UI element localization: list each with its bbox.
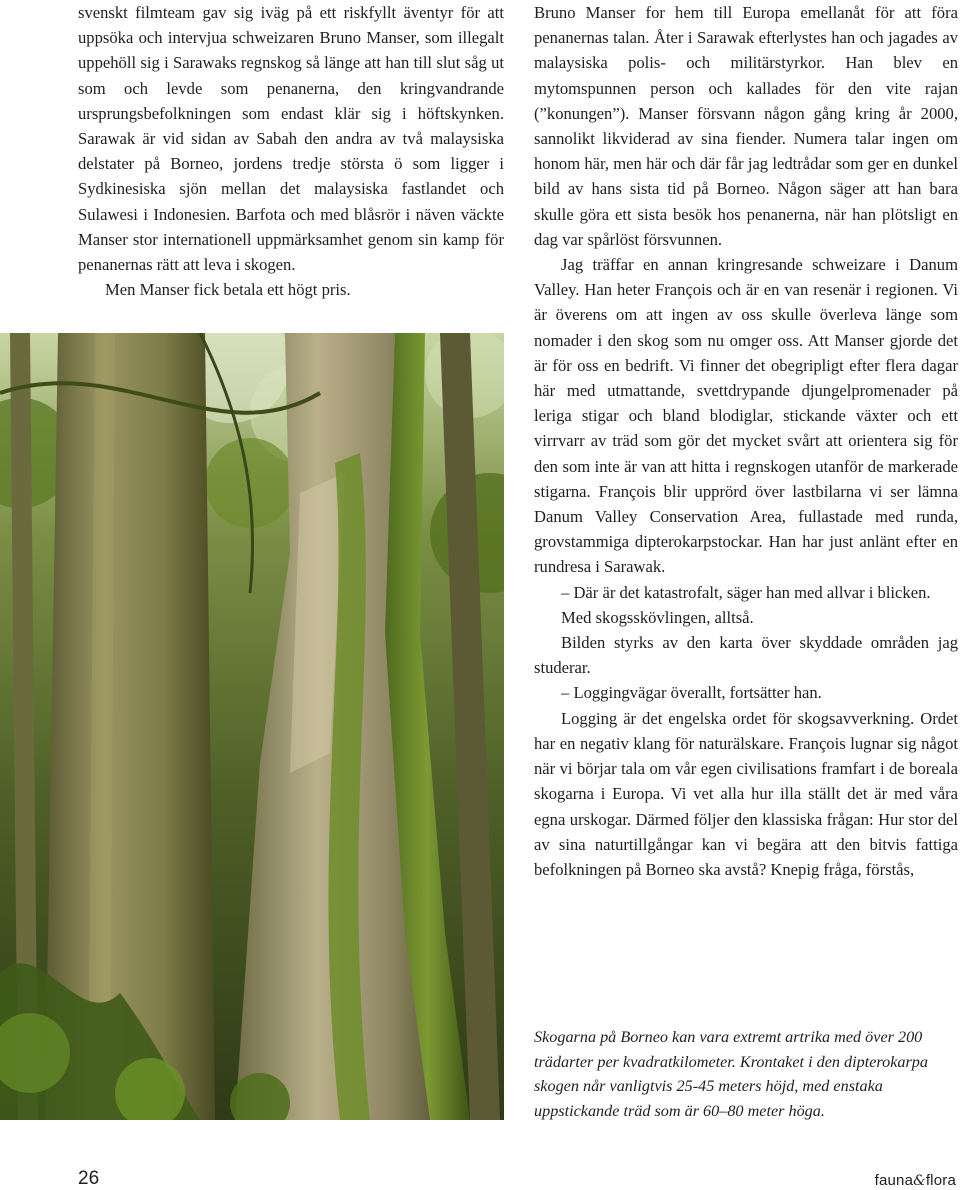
photo-caption: Skogarna på Borneo kan vara extremt artrika med över 200 trädarter per kvadratkilometer. Krontaket i den dipterokarpa skogen når vanligtvis 25-45 meters höjd, med enstaka uppstickande träd som är 60–80 meter höga. [534,1028,928,1120]
left-text-column [78,0,504,302]
right-paragraph-6: – Loggingvägar överallt, fortsätter han. [561,683,822,703]
right-paragraph-7: Logging är det engelska ordet för skogsavverkning. Ordet har en negativ klang för naturälskare. François lugnar sig något när vi börjar tala om vår egen civilisations framfart i de boreala skogarna i Europa. Vi vet alla hur illa ställt det är med våra egna urskogar. Därmed följer den klassiska frågan: Hur stor del av sina naturtillgångar kan vi begära att den bitvis fattiga befolkningen på Borneo ska avstå? Knepig fråga, förstås, [534,708,958,879]
brand-right: flora [925,1172,956,1189]
right-paragraph-4: Med skogsskövlingen, alltså. [561,607,754,627]
brand-left: fauna [874,1172,914,1189]
right-paragraph-3: – Där är det katastrofalt, säger han med allvar i blicken. [561,582,931,602]
brand-amp: & [913,1173,926,1189]
right-paragraph-5: Bilden styrks av den karta över skyddade områden jag studerar. [534,633,958,678]
right-paragraph-1: Bruno Manser for hem till Europa emellanåt för att föra penanernas talan. Åter i Sarawak efterlystes han och jagades av malaysiska polis- och militärstyrkor. Han blev en mytomspunnen person och kallades för den vite rajan (”konungen”). Manser försvann någon gång kring år 2000, sannolikt likviderad av sina fiender. Numera talar ingen om honom här, men här och där får jag ledtrådar som ger en dunkel bild av hans sista tid på Borneo. Någon säger att han bara skulle göra ett sista besök hos penanerna, när han plötsligt en dag var spårlöst försvunnen. [534,3,958,249]
right-paragraph-2: Jag träffar en annan kringresande schweizare i Danum Valley. Han heter François och är en van resenär i regionen. Vi är överens om att ingen av oss skulle överleva länge som nomader i den skog som nu omger oss. Att Manser gjorde det är för oss en bedrift. Vi finner det obegripligt efter flera dagar här med utmattande, svettdrypande djungelpromenader på leriga stigar och bland blodiglar, stickande växter och ett virrvarr av träd som gör det mycket svårt att orientera sig för den som inte är van att hitta i regnskogen utanför de markerade stigarna. François blir upprörd över lastbilarna vi ser lämna Danum Valley Conservation Area, fullastade med runda, grovstammiga dipterokarpstockar. Han har just anlänt efter en rundresa i Sarawak. [534,255,958,577]
left-paragraph-1: svenskt filmteam gav sig iväg på ett riskfyllt äventyr för att uppsöka och intervjua schweizaren Bruno Manser, som illegalt uppehöll sig i Sarawaks regnskog så länge att han till slut såg ut som och levde som penanerna, den kringvandrande ursprungsbefolkningen som endast klär sig i höftskynken. Sarawak är vid sidan av Sabah den andra av två malaysiska delstater på Borneo, jordens tredje största ö som ligger i Sydkinesiska sjön mellan det malaysiska fastlandet och Sulawesi i Indonesien. Barfota och med blåsrör i näven väckte Manser stor internationell uppmärksamhet genom sin kamp för penanernas rätt att leva i skogen. [78,3,504,275]
page-number: 26 [78,1168,100,1189]
rainforest-photo [0,333,504,1120]
right-text-column [534,0,958,882]
magazine-logo [875,1172,956,1189]
left-paragraph-2: Men Manser fick betala ett högt pris. [105,280,351,300]
